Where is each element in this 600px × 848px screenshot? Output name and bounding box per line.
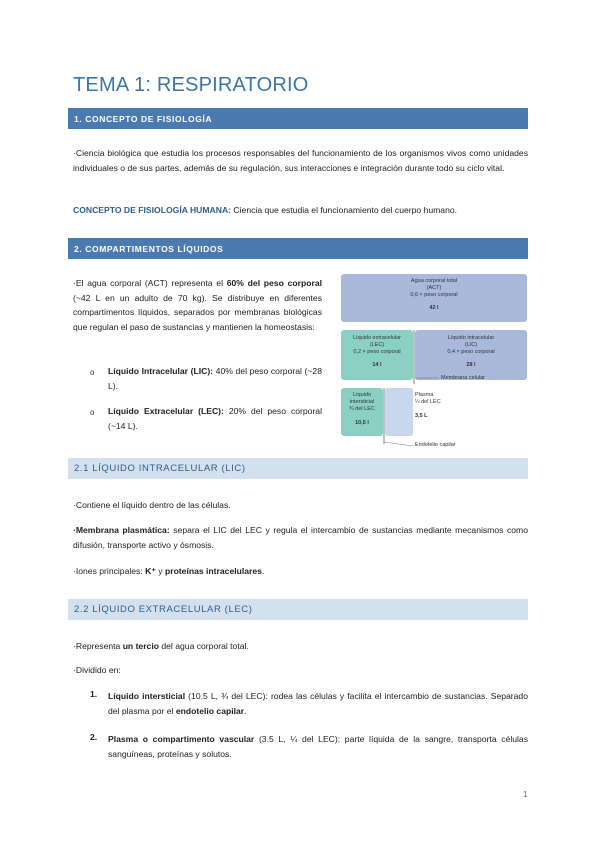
lec-sub: (LEC) (369, 342, 385, 348)
section-heading-fisiologia: 1. CONCEPTO DE FISIOLOGÍA (68, 108, 528, 129)
list-number-1: 1. (90, 689, 98, 699)
iones-text-c: y (155, 566, 165, 576)
plasma-frac: ¼ del LEC (415, 399, 441, 405)
iones-text-e: . (261, 566, 265, 576)
section-heading-lec: 2.2 LÍQUIDO EXTRACELULAR (LEC) (68, 599, 528, 620)
list-item-intersticial (108, 689, 528, 718)
body-water-diagram (341, 274, 527, 456)
page-number: 1 (523, 790, 528, 799)
page-title: TEMA 1: RESPIRATORIO (73, 74, 309, 96)
lec-tercio-bold: un tercio (122, 641, 159, 651)
lic-label (415, 335, 527, 369)
plasma-title: Plasma (415, 392, 434, 398)
intro-text-a: ·El agua corporal (ACT) representa el (73, 278, 227, 288)
lec-title: Líquido extracelular (352, 335, 401, 341)
iones-proteins: proteínas intracelulares (164, 566, 262, 576)
intro-text-c: (~42 L en un adulto de 70 kg). Se distribuye en diferentes compartimentos líquidos, separados por membranas biológicas que regulan el paso de sustancias y mantienen la homeostasis: (73, 292, 322, 332)
lec-tercio-c: del agua corporal total. (158, 641, 249, 651)
lic-value: 28 l (466, 362, 476, 368)
intersticial-title: Líquido intersticial (349, 392, 375, 405)
paragraph-dividido: ·Dividido en: (73, 665, 121, 675)
act-sub: (ACT) (426, 285, 442, 291)
bullet-lec (108, 404, 322, 433)
lec-value: 14 l (372, 362, 382, 368)
lic-frac: 0,4 × peso corporal (447, 349, 495, 355)
lic-title: Líquido intracelular (447, 335, 495, 341)
section-heading-compartimentos: 2. COMPARTIMENTOS LÍQUIDOS (68, 238, 528, 259)
endotelio-label: Endotelio capilar (415, 442, 456, 448)
fisiologia-humana-text: Ciencia que estudia el funcionamiento del cuerpo humano. (231, 205, 458, 215)
plasma-box (385, 388, 413, 436)
intersticial-item-text-a: (10.5 L, ¾ del LEC): rodea las células y facilita el intercambio de sustancias. Separado del plasma por el (108, 691, 528, 716)
endotelio-pointer (384, 442, 413, 446)
act-label (341, 278, 527, 312)
lec-label (341, 335, 413, 369)
paragraph-lec-tercio (73, 639, 528, 654)
membrana-plasmatica-label: ·Membrana plasmática: (73, 525, 170, 535)
intersticial-value: 10,5 l (355, 420, 369, 426)
lec-tercio-a: ·Representa (73, 641, 123, 651)
paragraph-agua-corporal (73, 276, 322, 334)
paragraph-membrana-plasmatica (73, 523, 528, 552)
plasma-item-text: (3.5 L, ¼ del LEC): parte líquida de la sangre, transporta células sanguíneas, proteínas y solutos. (108, 734, 529, 759)
lec-frac: 0,2 × peso corporal (353, 349, 401, 355)
bullet-lec-text: 20% del peso corporal (~14 L). (108, 406, 323, 431)
paragraph-fisiologia-definition: ·Ciencia biológica que estudia los procesos responsables del funcionamiento de los organismos vivos como unidades individuales o de sus partes, además de su regulación, sus interacciones e integración durante todo su ciclo vital. (73, 148, 528, 173)
intersticial-frac: ¾ del LEC (349, 406, 375, 412)
bullet-lic (108, 364, 322, 393)
intro-text-bold: 60% del peso corporal (226, 278, 322, 288)
plasma-item-label: Plasma o compartimento vascular (108, 734, 255, 744)
paragraph-iones (73, 564, 528, 579)
bullet-lec-label: Líquido Extracelular (LEC): (108, 406, 224, 416)
plasma-label (415, 392, 455, 420)
bullet-marker-lec: o (90, 408, 95, 417)
intersticial-item-label: Líquido intersticial (108, 691, 186, 701)
membrana-plasmatica-text: separa el LIC del LEC y regula el intercambio de sustancias mediante mecanismos como difusión, transporte activo y ósmosis. (73, 525, 528, 550)
lic-sub: (LIC) (464, 342, 478, 348)
intersticial-label (341, 392, 383, 427)
act-frac: 0,6 × peso corporal (410, 292, 458, 298)
paragraph-fisiologia-humana (73, 203, 528, 218)
list-item-plasma (108, 732, 528, 761)
plasma-value: 3,5 L (415, 413, 428, 419)
section-heading-lic: 2.1 LÍQUIDO INTRACELULAR (LIC) (68, 458, 528, 479)
membrana-label: Membrana celular (441, 375, 486, 381)
act-value: 42 l (429, 305, 439, 311)
fisiologia-humana-label: CONCEPTO DE FISIOLOGÍA HUMANA: (73, 205, 232, 215)
intersticial-item-endotelio: endotelio capilar (175, 705, 245, 716)
list-number-2: 2. (90, 732, 98, 742)
act-title: Agua corporal total (410, 278, 458, 284)
intersticial-item-text-c: . (244, 705, 247, 716)
iones-text-a: ·Iones principales: (73, 566, 146, 576)
iones-potassium: K⁺ (145, 566, 156, 576)
bullet-lic-label: Líquido Intracelular (LIC): (108, 366, 214, 376)
paragraph-lic-contains: ·Contiene el líquido dentro de las células. (73, 500, 231, 510)
bullet-lic-text: 40% del peso corporal (~28 L). (108, 366, 322, 391)
bullet-marker-lic: o (90, 368, 95, 377)
